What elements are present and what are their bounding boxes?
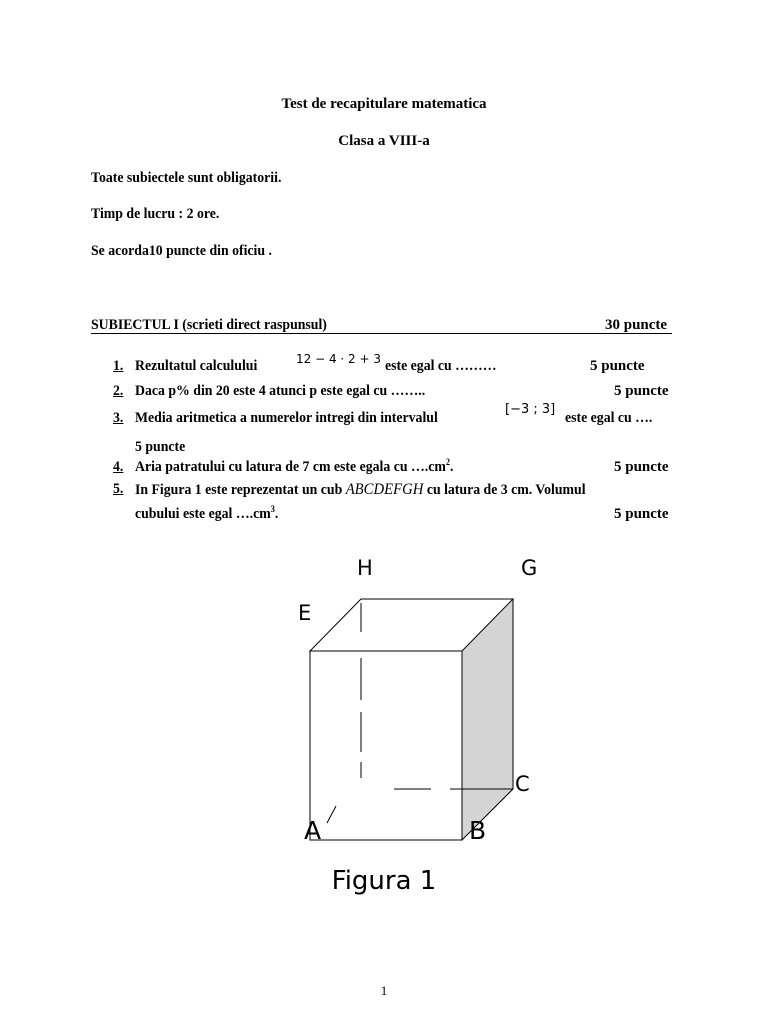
item-number: 2. xyxy=(113,383,124,399)
instruction-line: Se acorda10 puncte din oficiu . xyxy=(91,243,272,259)
class-label: Clasa a VIII-a xyxy=(338,133,430,149)
vertex-label-b: B xyxy=(469,816,487,845)
item-number: 3. xyxy=(113,410,124,426)
item-points: 5 puncte xyxy=(614,459,669,475)
vertex-label-g: G xyxy=(521,556,538,580)
vertex-label-h: H xyxy=(357,556,373,580)
item-text: Media aritmetica a numerelor intregi din intervalul xyxy=(135,410,438,426)
section-underline xyxy=(91,333,672,334)
item-text: In Figura 1 este reprezentat un cub ABCDEFGH cu latura de 3 cm. Volumul xyxy=(135,481,586,498)
item-points: 5 puncte xyxy=(614,383,669,399)
vertex-label-c: C xyxy=(515,772,530,796)
section-title: SUBIECTUL I (scrieti direct raspunsul) xyxy=(91,317,327,333)
figure-caption: Figura 1 xyxy=(331,866,437,896)
cube-figure xyxy=(0,540,768,920)
item-text: Daca p% din 20 este 4 atunci p este egal cu …….. xyxy=(135,383,426,399)
item-text: este egal cu …. xyxy=(565,410,653,426)
cube-side-face xyxy=(462,599,513,840)
item-points: 5 puncte xyxy=(135,439,186,455)
hidden-edge xyxy=(327,806,336,823)
item-number: 1. xyxy=(113,358,124,374)
item-text: cubului este egal $\dots.cm^3$. xyxy=(135,504,279,522)
instruction-line: Toate subiectele sunt obligatorii. xyxy=(91,170,282,186)
item-number: 5. xyxy=(113,481,124,497)
vertex-label-a: A xyxy=(304,816,322,845)
instruction-line: Timp de lucru : 2 ore. xyxy=(91,206,220,222)
math-expression: 12 − 4 · 2 + 3 xyxy=(296,352,381,366)
math-interval: [−3 ; 3] xyxy=(505,402,556,417)
item-points: 5 puncte xyxy=(614,506,669,522)
item-points: 5 puncte xyxy=(590,358,645,374)
page-number: 1 xyxy=(380,983,388,998)
vertex-label-e: E xyxy=(298,601,312,625)
section-points: 30 puncte xyxy=(605,317,668,333)
item-text: este egal cu ……… xyxy=(385,358,497,374)
item-text: Rezultatul calculului xyxy=(135,358,258,374)
document-title: Test de recapitulare matematica xyxy=(281,96,487,112)
item-number: 4. xyxy=(113,459,124,475)
item-text: Aria patratului cu latura de 7 cm este egala cu $\dots.cm^2$. xyxy=(135,457,454,475)
